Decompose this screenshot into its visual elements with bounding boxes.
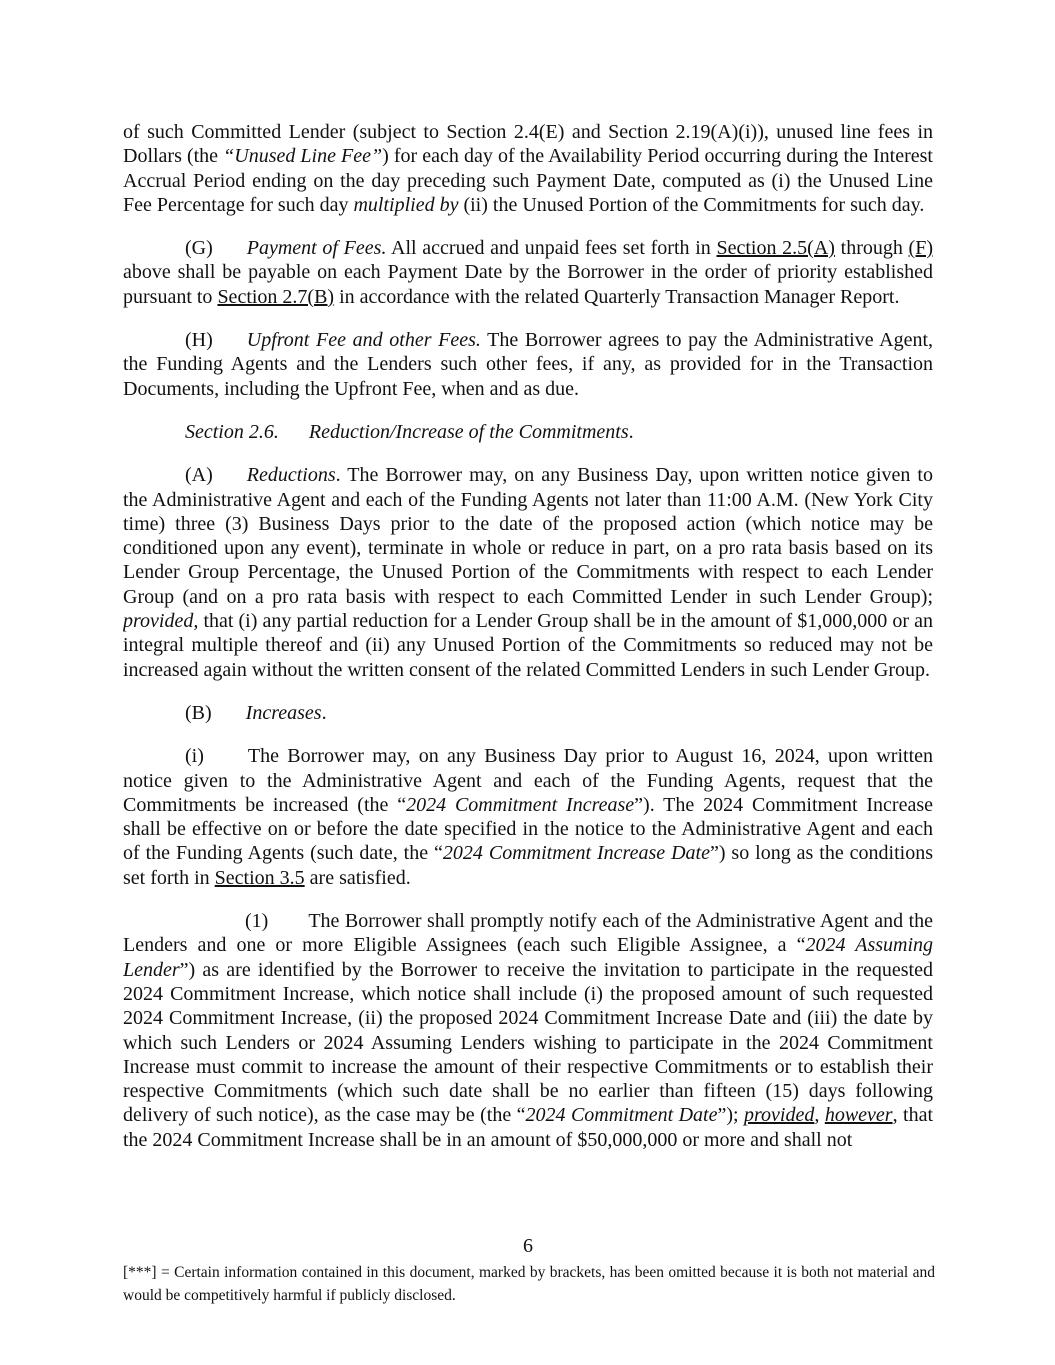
text-run: Section 3.5	[214, 866, 305, 889]
text-run: 2024 Commitment Increase	[406, 793, 635, 816]
text-run: “Unused Line Fee”	[223, 145, 383, 168]
paragraph	[123, 463, 933, 682]
text-run: Reduction/Increase of the Commitments	[308, 420, 629, 443]
text-run: multiplied by	[353, 193, 459, 216]
text-run: of such Committed Lender (subject to Section 2.4(E) and Section 2.19(A)(i)), unused line fees in Dollars (the	[123, 121, 933, 168]
text-run: , that the 2024 Commitment Increase shall be in an amount of $50,000,000 or more and shall not	[123, 1104, 933, 1151]
text-run: Section 2.7(B)	[217, 285, 335, 308]
text-run: (A)	[185, 464, 213, 487]
text-run: 2024 Assuming Lender	[123, 934, 933, 981]
paragraph	[123, 744, 933, 890]
tab-space	[204, 761, 248, 762]
paragraph	[123, 120, 933, 217]
text-run: in accordance with the related Quarterly Transaction Manager Report.	[334, 285, 900, 308]
text-run: Section 2.5(A)	[716, 237, 835, 260]
tab-space	[279, 437, 309, 438]
page-number: 6	[523, 1235, 533, 1257]
text-run: ) for each day of the Availability Period occurring during the Interest Accrual Period ending on the day preceding such Payment Date, computed as (i) the Unused Line Fee Percentage for such day	[123, 145, 933, 216]
text-run: however	[824, 1104, 893, 1127]
confidentiality-footnote: [***] = Certain information contained in this document, marked by brackets, has been omitted because it is both not material and would be competitively harmful if publicly disclosed.	[123, 1264, 935, 1304]
paragraph	[123, 328, 933, 401]
text-run: (G)	[185, 237, 213, 260]
tab-space	[213, 345, 247, 346]
tab-space	[212, 718, 246, 719]
paragraph	[123, 420, 933, 444]
text-run: .	[321, 701, 327, 724]
text-run: Section 2.6.	[185, 420, 279, 443]
text-run: ”) so long as the conditions set forth in	[123, 842, 933, 889]
text-run: (H)	[185, 329, 213, 352]
text-run: The Borrower may, on any Business Day prior to August 16, 2024, upon written notice given to the Administrative Agent and each of the Funding Agents, request that the Commitments be increased (the “	[123, 745, 933, 816]
text-run: (i)	[185, 745, 204, 768]
text-run: ”);	[717, 1104, 745, 1127]
text-run: (ii) the Unused Portion of the Commitments for such day.	[458, 193, 925, 216]
text-run: 2024 Commitment Date	[525, 1104, 718, 1127]
text-run: through	[834, 237, 909, 260]
text-run: (F)	[908, 237, 933, 260]
text-run: ”) as are identified by the Borrower to receive the invitation to participate in the requested 2024 Commitment Increase, which notice shall include (i) the proposed amount of such requested 2024 Commitment Increase, (ii) the proposed 2024 Commitment Increase Date and (iii) the date by which such Lenders or 2024 Assuming Lenders wishing to participate in the 2024 Commitment Increase must commit to increase the amount of their respective Commitments or to establish their respective Commitments (which such date shall be no earlier than fifteen (15) days following delivery of such notice), as the case may be (the “	[123, 958, 933, 1127]
text-run: .	[628, 420, 634, 443]
text-run: All accrued and unpaid fees set forth in	[386, 237, 717, 260]
text-run: Increases	[245, 701, 322, 724]
text-run: . The Borrower may, on any Business Day, upon written notice given to the Administrative Agent and each of the Funding Agents not later than 11:00 A.M. (New York City time) three (3) Business Days prior to the date of the proposed action (which notice may be conditioned upon any event), terminate in whole or reduce in part, on a pro rata basis based on its Lender Group Percentage, the Unused Portion of the Commitments with respect to each Lender Group (and on a pro rata basis with respect to each Committed Lender in such Lender Group);	[123, 464, 933, 608]
tab-space	[213, 480, 247, 481]
text-run: ”). The 2024 Commitment Increase shall be effective on or before the date specified in the notice to the Administrative Agent and each of the Funding Agents (such date, the “	[123, 793, 933, 865]
text-run: Upfront Fee and other Fees.	[246, 329, 481, 352]
paragraph	[123, 236, 933, 309]
text-run: that (i) any partial reduction for a Lender Group shall be in the amount of $1,000,000 or an integral multiple thereof and (ii) any Unused Portion of the Commitments so reduced may not be increased again without the written consent of the related Committed Lenders in such Lender Group.	[123, 610, 933, 681]
text-run: provided	[744, 1104, 815, 1127]
text-run: ,	[814, 1104, 825, 1127]
paragraph	[123, 909, 933, 1152]
text-run: 2024 Commitment Increase Date	[442, 842, 710, 865]
tab-space	[268, 926, 308, 927]
text-run: provided,	[123, 610, 199, 633]
paragraph	[123, 701, 933, 725]
text-run: The Borrower shall promptly notify each of the Administrative Agent and the Lenders and one or more Eligible Assignees (each such Eligible Assignee, a “	[123, 910, 933, 957]
text-run: (1)	[245, 910, 269, 933]
text-run: are satisfied.	[304, 866, 411, 889]
text-run: Reductions	[246, 464, 336, 487]
tab-space	[213, 253, 247, 254]
text-run: Payment of Fees.	[246, 237, 387, 260]
text-run: The Borrower agrees to pay the Administrative Agent, the Funding Agents and the Lenders such other fees, if any, as provided for in the Transaction Documents, including the Upfront Fee, when and as due.	[123, 329, 933, 400]
text-run: above shall be payable on each Payment Date by the Borrower in the order of priority established pursuant to	[123, 261, 933, 308]
document-body	[123, 120, 933, 1236]
text-run: (B)	[185, 701, 212, 724]
